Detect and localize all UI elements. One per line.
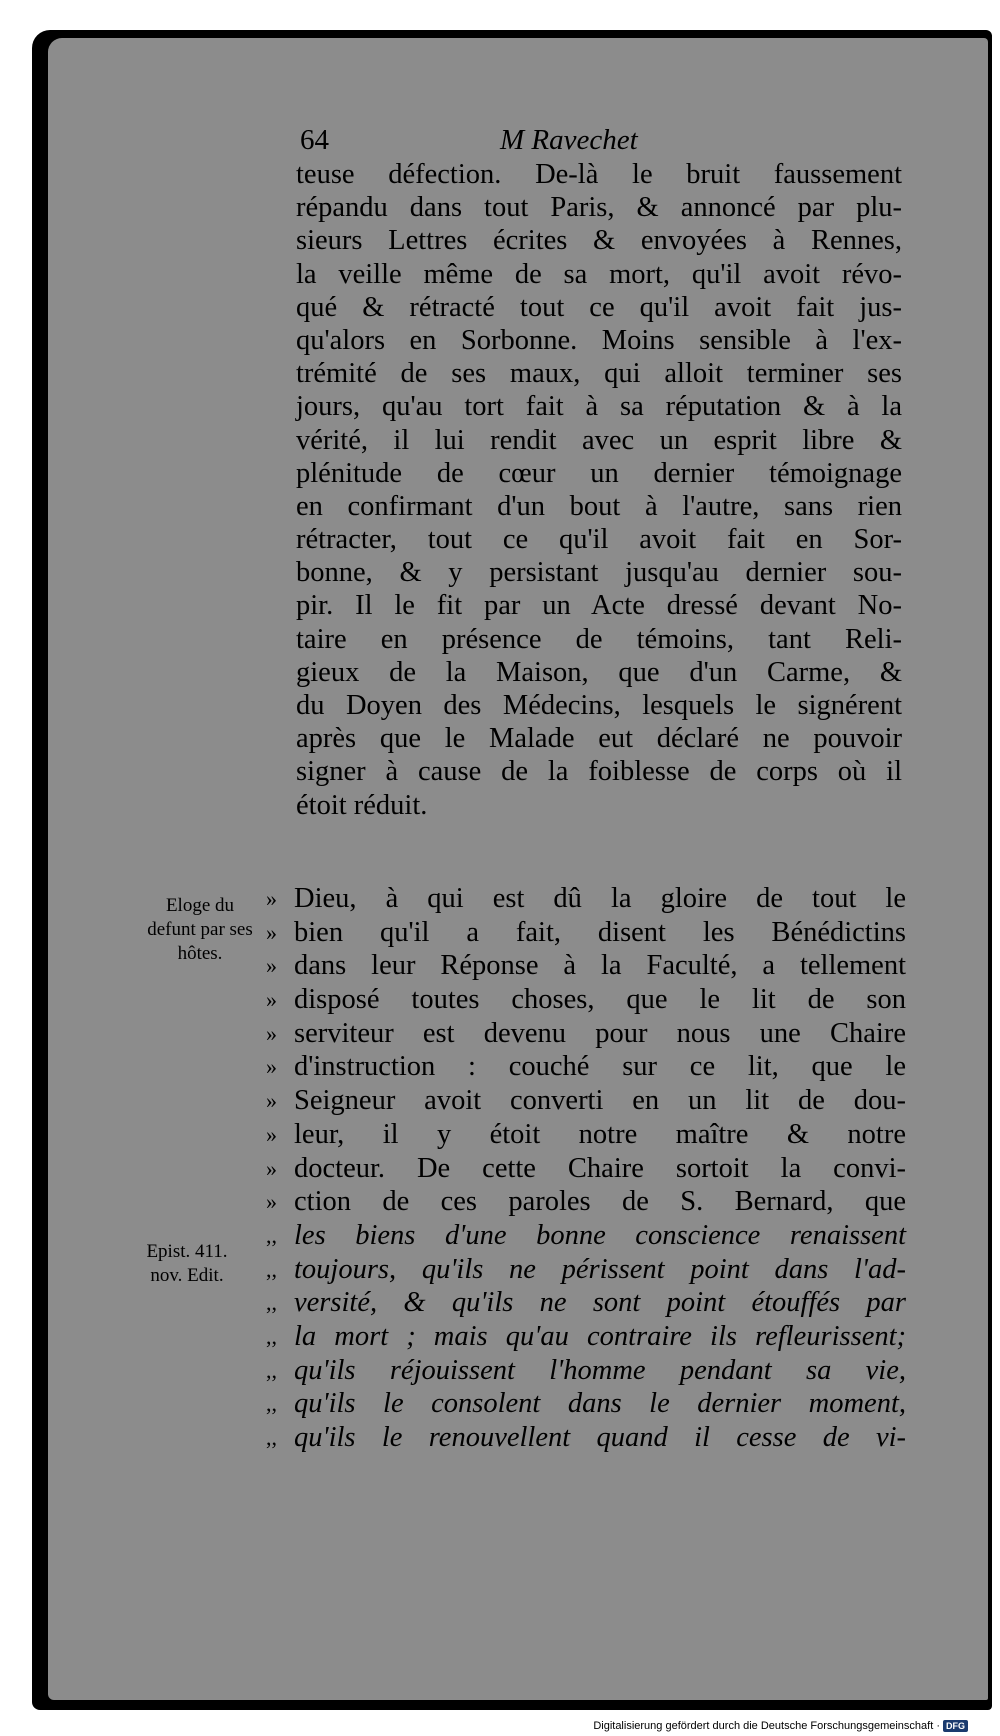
quote-mark: » [266, 1121, 277, 1147]
quote-mark: » [266, 1054, 277, 1080]
text-line: plénitude de cœur un dernier témoignage [296, 457, 902, 489]
margin-note-line: defunt par ses [147, 919, 253, 940]
quote-roman-text: Seigneur avoit converti en un lit de dou- [294, 1085, 906, 1117]
text-line: jours, qu'au tort fait à sa réputation & à la [296, 391, 902, 423]
quote-mark: » [266, 1088, 277, 1114]
quote-line [266, 1286, 906, 1320]
quote-line [266, 1253, 906, 1287]
margin-note-line: Eloge du [165, 895, 235, 916]
text-line: bonne, & y persistant jusqu'au dernier sou- [296, 557, 902, 589]
quote-italic-text: qu'ils le consolent dans le dernier moment, [294, 1388, 906, 1420]
quote-italic-text: toujours, qu'ils ne périssent point dans l'ad- [294, 1253, 906, 1285]
quote-line [266, 1421, 906, 1455]
quote-text [294, 983, 906, 1017]
quote-italic-text: versité, & qu'ils ne sont point étouffés par [294, 1287, 906, 1319]
quote-mark: » [266, 1020, 277, 1046]
text-line: taire en présence de témoins, tant Reli- [296, 623, 902, 655]
quote-text [294, 949, 906, 983]
quote-text [294, 1286, 906, 1320]
quote-line [266, 916, 906, 950]
quote-line [266, 949, 906, 983]
quote-line [266, 882, 906, 916]
quote-mark: » [266, 1155, 277, 1181]
page-header [300, 124, 880, 160]
text-line: pir. Il le fit par un Acte dressé devant No- [296, 590, 902, 622]
text-line: gieux de la Maison, que d'un Carme, & [296, 656, 902, 688]
quote-text [294, 1152, 906, 1186]
margin-note-line: hôtes. [177, 943, 223, 964]
text-line: étoit réduit. [296, 789, 428, 821]
text-line: répandu dans tout Paris, & annoncé par plu- [296, 192, 902, 224]
quote-mark: ,, [266, 1391, 277, 1417]
quote-roman-text: docteur. De cette Chaire sortoit la convi- [294, 1152, 906, 1184]
quote-line [266, 1050, 906, 1084]
quote-line [266, 1185, 906, 1219]
text-line: qué & rétracté tout ce qu'il avoit fait jus- [296, 291, 902, 323]
quote-text [294, 916, 906, 950]
text-line: signer à cause de la foiblesse de corps où il [296, 756, 902, 788]
quote-italic-text: qu'ils réjouissent l'homme pendant sa vie, [294, 1354, 906, 1386]
quote-text [294, 1253, 906, 1287]
quote-line [266, 1017, 906, 1051]
text-line: trémité de ses maux, qui alloit terminer ses [296, 358, 902, 390]
quote-text [294, 1354, 906, 1388]
quote-mark: » [266, 987, 277, 1013]
margin-note-line: Epist. 411. [146, 1241, 228, 1262]
quote-mark: » [266, 1189, 277, 1215]
quote-roman-text: d'instruction : couché sur ce lit, que le [294, 1051, 906, 1083]
quote-mark: ,, [266, 1222, 277, 1248]
quote-italic-text: la mort ; mais qu'au contraire ils refleurissent; [294, 1320, 906, 1352]
text-line: après que le Malade eut déclaré ne pouvoir [296, 723, 902, 755]
quote-mark: » [266, 953, 277, 979]
text-line: rétracter, tout ce qu'il avoit fait en Sor- [296, 524, 902, 556]
quote-roman-text: ction de ces paroles de S. Bernard, que [294, 1186, 906, 1218]
quote-text [294, 1387, 906, 1421]
body-paragraph [296, 158, 902, 822]
quote-roman-text: bien qu'il a fait, disent les Bénédictins [294, 916, 906, 948]
quote-text [294, 1421, 906, 1455]
quote-roman-text: serviteur est devenu pour nous une Chaire [294, 1017, 906, 1049]
quote-text [294, 1118, 906, 1152]
quote-line [266, 1387, 906, 1421]
quote-line [266, 983, 906, 1017]
page-number: 64 [300, 124, 329, 156]
quote-text [294, 1017, 906, 1051]
dfg-logo: DFG [943, 1720, 968, 1732]
margin-note-line: nov. Edit. [150, 1265, 224, 1286]
quote-italic-text: qu'ils le renouvellent quand il cesse de vi- [294, 1422, 906, 1453]
text-line: du Doyen des Médecins, lesquels le signérent [296, 690, 902, 721]
quote-text [294, 1219, 906, 1253]
quote-mark: ,, [266, 1256, 277, 1282]
quote-italic-text: les biens d'une bonne conscience renaissent [294, 1219, 906, 1251]
quote-mark: » [266, 886, 277, 911]
quote-roman-text: disposé toutes choses, que le lit de son [294, 984, 906, 1016]
quote-mark: » [266, 919, 277, 945]
quote-roman-text: dans leur Réponse à la Faculté, a tellement [294, 950, 906, 982]
quote-text [294, 1084, 906, 1118]
text-line: sieurs Lettres écrites & envoyées à Rennes, [296, 225, 902, 257]
quote-line [266, 1084, 906, 1118]
margin-note-epistle [112, 1240, 262, 1288]
quote-line [266, 1354, 906, 1388]
text-line: en confirmant d'un bout à l'autre, sans rien [296, 490, 902, 522]
quote-text [294, 1050, 906, 1084]
quote-roman-text: leur, il y étoit notre maître & notre [294, 1118, 906, 1150]
text-line: teuse défection. De-là le bruit faussement [296, 159, 902, 190]
running-title: M Ravechet [500, 124, 638, 156]
quote-mark: ,, [266, 1425, 277, 1450]
quote-text [294, 1320, 906, 1354]
quotation-block [266, 882, 906, 1455]
quote-line [266, 1219, 906, 1253]
text-line: la veille même de sa mort, qu'il avoit révo- [296, 258, 902, 290]
quote-line [266, 1152, 906, 1186]
margin-note-eloge [110, 894, 290, 966]
quote-line [266, 1320, 906, 1354]
quote-roman-text: Dieu, à qui est dû la gloire de tout le [294, 883, 906, 914]
quote-mark: ,, [266, 1290, 277, 1316]
quote-mark: ,, [266, 1357, 277, 1383]
digitization-footer [593, 1720, 968, 1732]
text-line: qu'alors en Sorbonne. Moins sensible à l'ex- [296, 324, 902, 356]
quote-mark: ,, [266, 1323, 277, 1349]
quote-text [294, 882, 906, 916]
quote-line [266, 1118, 906, 1152]
footer-text: Digitalisierung gefördert durch die Deutsche Forschungsgemeinschaft · [593, 1720, 940, 1732]
text-line: vérité, il lui rendit avec un esprit libre & [296, 424, 902, 456]
quote-text [294, 1185, 906, 1219]
